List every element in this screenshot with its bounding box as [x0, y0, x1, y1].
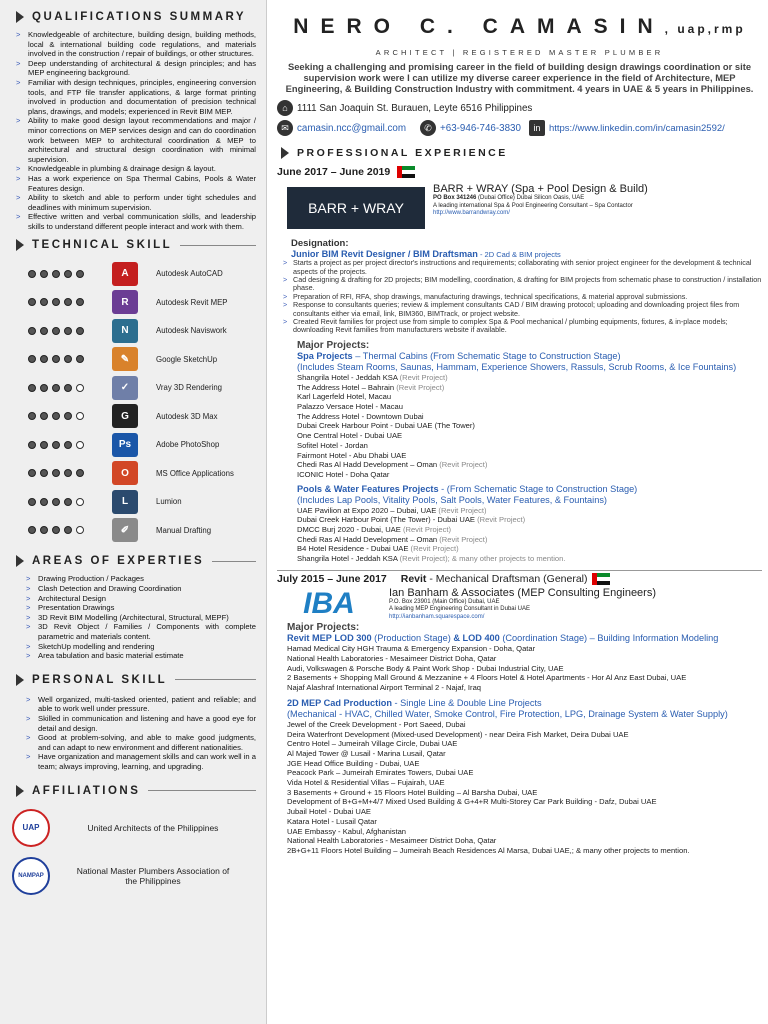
autocad-icon: A — [112, 262, 138, 286]
project-item: Jewel of the Creek Development - Port Saeed, Dubai — [287, 719, 466, 729]
project-name: Shangrila Hotel - Jeddah KSA — [297, 554, 398, 564]
project-note: (Revit Project) — [394, 382, 445, 392]
project-item — [297, 373, 762, 383]
company-name: Ian Banham & Associates (MEP Consulting Engineers) — [389, 586, 657, 599]
expertise-list — [12, 574, 256, 660]
email-link[interactable]: camasin.ncc@gmail.com — [297, 122, 407, 134]
skill-row — [12, 259, 256, 288]
level-dot — [40, 469, 48, 477]
project-name: One Central Hotel - Dubai UAE — [297, 431, 403, 441]
project-note: (Revit Project) — [437, 534, 488, 544]
project-name: Chedi Ras Al Hadd Development – Oman — [297, 460, 438, 470]
section-header-experience: PROFESSIONAL EXPERIENCE — [277, 142, 762, 164]
section-header-technical: TECHNICAL SKILL — [12, 234, 256, 256]
main-content — [271, 0, 768, 1024]
level-dot — [76, 327, 84, 335]
chevron-right-icon — [16, 555, 24, 567]
company-tagline: A leading international Spa & Pool Engineering Consultant – Spa Contactor — [433, 202, 633, 209]
project-name: The Address Hotel – Bahrain — [297, 382, 395, 392]
duty-item: > Cad designing & drafting for 2D projects; BIM modelling, coordination, & drafting for BIM projects from schematic phase to construction / installation phase. — [277, 276, 762, 293]
company-website[interactable]: http://ianbanham.squarespace.com/ — [389, 613, 485, 620]
level-dot — [52, 270, 60, 278]
level-dot — [28, 526, 36, 534]
project-item — [297, 421, 762, 431]
uae-flag-icon — [397, 166, 415, 178]
project-item — [297, 431, 762, 441]
chevron-right-icon — [16, 239, 24, 251]
section-header-qualifications: QUALIFICATIONS SUMMARY — [12, 6, 256, 28]
designation-label: Designation: — [291, 238, 349, 250]
list-item: > Have organization and management skills and can work well in a team; always improving, learning, and upgrading. — [12, 752, 256, 771]
email-icon: ✉ — [277, 120, 293, 136]
skill-level-dots — [28, 298, 112, 306]
level-dot — [52, 298, 60, 306]
project-item: Najaf Alashraf International Airport Terminal 2 - Najaf, Iraq — [287, 683, 482, 693]
major-projects-label: Major Projects: — [297, 339, 370, 351]
level-dot — [76, 526, 84, 534]
project-item — [297, 506, 762, 516]
project-item — [297, 392, 762, 402]
level-dot — [28, 298, 36, 306]
level-dot — [40, 384, 48, 392]
level-dot — [64, 526, 72, 534]
level-dot — [76, 384, 84, 392]
level-dot — [76, 355, 84, 363]
job-duties — [277, 259, 762, 335]
major-projects-label: Major Projects: — [287, 622, 360, 634]
home-icon: ⌂ — [277, 100, 293, 116]
project-item — [297, 451, 762, 461]
sketchup-icon: ✎ — [112, 347, 138, 371]
project-item: Vida Hotel & Residential Villas – Fujairah, UAE — [287, 778, 445, 788]
project-item: Hamad Medical City HGH Trauma & Emergency Expansion - Doha, Qatar — [287, 644, 536, 654]
project-item — [297, 554, 762, 564]
uae-flag-icon — [592, 573, 610, 585]
level-dot — [64, 412, 72, 420]
skill-level-dots — [28, 384, 112, 392]
qualifications-list — [12, 30, 256, 231]
project-note: (Revit Project) — [436, 505, 487, 515]
level-dot — [64, 270, 72, 278]
level-dot — [28, 412, 36, 420]
duty-item: > Starts a project as per project director's instructions and requirements; collaborating with senior project engineer for the development & technical aspects of the projects. — [277, 259, 762, 276]
level-dot — [40, 355, 48, 363]
job-role: Revit - Mechanical Draftsman (General) — [400, 572, 588, 585]
level-dot — [76, 412, 84, 420]
skill-level-dots — [28, 441, 112, 449]
list-item: > Ability to make good design layout recommendations and major / minor corrections on MEP services design and can do coordination work between MEP to architectural coordination & MEP to architectural and structural design coordination with minimal supervision. — [12, 116, 256, 164]
level-dot — [40, 526, 48, 534]
list-item: > Well organized, multi-tasked oriented, patient and reliable; and able to work well under pressure. — [12, 695, 256, 714]
divider — [212, 561, 256, 562]
chevron-right-icon — [16, 674, 24, 686]
project-item — [297, 470, 762, 480]
skill-name: Vray 3D Rendering — [156, 383, 223, 393]
divider — [277, 570, 762, 571]
job-barr-wray — [277, 166, 762, 564]
skill-name: MS Office Applications — [156, 468, 234, 478]
project-note: (Revit Project) — [437, 460, 488, 470]
skill-name: Manual Drafting — [156, 525, 212, 535]
level-dot — [40, 441, 48, 449]
list-item: > Clash Detection and Drawing Coordination — [12, 584, 256, 594]
list-item: > Architectural Design — [12, 594, 256, 604]
level-dot — [76, 498, 84, 506]
navisworks-icon: N — [112, 319, 138, 343]
section-header-personal: PERSONAL SKILL — [12, 669, 256, 691]
level-dot — [76, 469, 84, 477]
project-item: National Health Laboratories - Mesaimeer District Doha, Qatar — [287, 836, 497, 846]
project-note: (Revit Project); & many other projects to mention. — [397, 554, 566, 564]
skill-level-dots — [28, 355, 112, 363]
project-item — [297, 402, 762, 412]
level-dot — [52, 469, 60, 477]
cad-projects — [287, 720, 762, 856]
personal-skill-list — [12, 695, 256, 772]
skill-row — [12, 402, 256, 431]
list-item: > Presentation Drawings — [12, 603, 256, 613]
project-name: The Address Hotel - Downtown Dubai — [297, 411, 424, 421]
skill-row — [12, 487, 256, 516]
job-dates: June 2017 – June 2019 — [277, 166, 762, 178]
level-dot — [28, 327, 36, 335]
project-name: DMCC Burj 2020 - Dubai, UAE — [297, 525, 401, 535]
project-name: ICONIC Hotel - Doha Qatar — [297, 469, 390, 479]
list-item: > SketchUp modelling and rendering — [12, 642, 256, 652]
list-item: > Has a work experience on Spa Thermal Cabins, Pools & Water Features design. — [12, 174, 256, 193]
skill-name: Autodesk AutoCAD — [156, 269, 223, 279]
spa-projects: Spa Projects – Thermal Cabins (From Schematic Stage to Construction Stage) (Includes Steam Rooms, Saunas, Hammam, Experience Showers, Rassuls, Scrub Rooms, & Ice Fountains) Shangrila Hotel - Jeddah KSA (Revit Project) The Address Hotel – Bahrain (Revit Project) Karl Lagerfeld Hotel, Macau Palazzo Versace Hotel - Macau The Address Hotel - Downtown Dubai Dubai Creek Harbour Point - Dubai UAE (The Tower) One Central Hotel - Dubai UAE Sofitel Hotel - Jordan Fairmont Hotel - Abu Dhabi UAE Chedi Ras Al Hadd Development – Oman (Revit Project) ICONIC Hotel - Doha Qatar Pools & Water Features Projects - (From Schematic Stage to Construction Stage) (Includes Lap Pools, Vitality Pools, Salt Pools, Water Features, & Fountains) UAE Pavilion at Expo 2020 – Dubai, UAE (Revit Project) Dubai Creek Harbour Point (The Tower) - Dubai UAE (Revit Project) DMCC Burj 2020 - Dubai, UAE (Revit Project) Chedi Ras Al Hadd Development – Oman (Revit Project) B4 Hotel Residence - Dubai UAE (Revit Project) Shangrila Hotel - Jeddah KSA (Revit Project); & many other projects to mention. — [297, 351, 762, 564]
lumion-icon: L — [112, 490, 138, 514]
project-name: B4 Hotel Residence - Dubai UAE — [297, 544, 409, 554]
project-item: Centro Hotel – Jumeirah Village Circle, Dubai UAE — [287, 739, 458, 749]
level-dot — [52, 498, 60, 506]
level-dot — [64, 498, 72, 506]
project-item — [297, 544, 762, 554]
project-item: 2B+G+11 Floors Hotel Building – Jumeirah Beach Residences Al Marsa, Dubai UAE,; & many other projects to mention. — [287, 845, 690, 855]
project-item: Jubail Hotel - Dubai UAE — [287, 807, 371, 817]
level-dot — [64, 327, 72, 335]
level-dot — [52, 441, 60, 449]
candidate-name: NERO C. CAMASIN, uap,rmp — [293, 15, 746, 38]
project-item: JGE Head Office Building - Dubai, UAE — [287, 758, 420, 768]
job-dates: July 2015 – June 2017 — [277, 572, 387, 585]
chevron-right-icon — [281, 147, 289, 159]
project-item: 3 Basements + Ground + 15 Floors Hotel Building – Al Barsha Dubai, UAE — [287, 787, 538, 797]
project-item — [297, 525, 762, 535]
level-dot — [40, 298, 48, 306]
skill-level-dots — [28, 469, 112, 477]
divider — [148, 790, 256, 791]
skill-row — [12, 288, 256, 317]
phone-number[interactable]: +63-946-746-3830 — [440, 122, 521, 134]
uap-logo: UAP — [12, 809, 50, 847]
chevron-right-icon — [16, 785, 24, 797]
skill-name: Google SketchUp — [156, 354, 218, 364]
skill-row — [12, 345, 256, 374]
list-item: > Familiar with design techniques, principles, engineering conversion tools, and FTP file transfer applications, & large format printing involved in production and documentation of precision technical plans, drawings, and models; experienced in Revit BIM MEP. — [12, 78, 256, 116]
company-website[interactable]: http://www.barrandwray.com/ — [433, 210, 510, 217]
skill-row — [12, 430, 256, 459]
level-dot — [52, 412, 60, 420]
drafting-icon: ✐ — [112, 518, 138, 542]
project-item — [297, 535, 762, 545]
project-item — [297, 515, 762, 525]
skill-name: Lumion — [156, 497, 182, 507]
skill-name: Autodesk Naviswork — [156, 326, 227, 336]
level-dot — [28, 384, 36, 392]
profession-title: ARCHITECT | REGISTERED MASTER PLUMBER — [375, 48, 664, 57]
company-address: PO Box 341246 (Dubai Office) Dubai Silicon Oasis, UAE — [433, 195, 585, 202]
photoshop-icon: Ps — [112, 433, 138, 457]
level-dot — [40, 498, 48, 506]
skill-row — [12, 516, 256, 545]
affiliation-name: National Master Plumbers Association of the Philippines — [76, 865, 230, 886]
level-dot — [64, 469, 72, 477]
project-name: Dubai Creek Harbour Point (The Tower) - Dubai UAE — [297, 515, 475, 525]
vray-icon: ✓ — [112, 376, 138, 400]
revit-projects — [287, 644, 762, 693]
barr-wray-logo: BARR + WRAY — [287, 187, 425, 229]
project-name: Karl Lagerfeld Hotel, Macau — [297, 392, 392, 402]
level-dot — [40, 412, 48, 420]
skill-name: Adobe PhotoShop — [156, 440, 220, 450]
3dsmax-icon: G — [112, 404, 138, 428]
iba-logo: IBA — [303, 586, 355, 620]
project-item: Peacock Park – Jumeirah Emirates Towers, Dubai UAE — [287, 768, 474, 778]
level-dot — [76, 270, 84, 278]
cad-projects-heading: 2D MEP Cad Production - Single Line & Double Line Projects — [287, 697, 542, 708]
technical-skills-list — [12, 259, 256, 544]
project-note: (Revit Project) — [474, 515, 526, 525]
skill-row — [12, 373, 256, 402]
level-dot — [40, 270, 48, 278]
designation: Junior BIM Revit Designer / BIM Draftsman - 2D Cad & BIM projects — [291, 249, 561, 260]
project-item: Al Majed Tower @ Lusail - Marina Lusail, Qatar — [287, 748, 446, 758]
project-name: Fairmont Hotel - Abu Dhabi UAE — [297, 450, 407, 460]
project-item — [297, 383, 762, 393]
company-block — [277, 181, 762, 229]
company-block — [277, 587, 762, 622]
project-name: Palazzo Versace Hotel - Macau — [297, 401, 403, 411]
list-item: > Ability to sketch and able to perform under tight schedules and deadlines with minimum supervision. — [12, 193, 256, 212]
level-dot — [52, 327, 60, 335]
address-row: ⌂ 1111 San Joaquin St. Burauen, Leyte 6516 Philippines — [277, 100, 762, 116]
level-dot — [28, 355, 36, 363]
skill-level-dots — [28, 270, 112, 278]
list-item: > Knowledgeable of architecture, building design, building methods, local & international building code regulations, and materials involved in the construction / repair of buildings, or other structures. — [12, 30, 256, 59]
list-item: > Good at problem-solving, and able to make good judgments, and can adapt to new environment and different nationalities. — [12, 733, 256, 752]
divider — [180, 245, 256, 246]
company-tagline: A leading MEP Engineering Consultant in Dubai UAE — [389, 606, 530, 613]
duty-item: > Response to consultants queries; review & implement consultants CAD / BIM drawing protocol; uploading and downloading project files from consultants either via email, link, BIM360, BIMTrack, or project website. — [277, 301, 762, 318]
project-item — [297, 412, 762, 422]
ms-office-icon: O — [112, 461, 138, 485]
level-dot — [52, 384, 60, 392]
project-item: Deira Waterfront Development (Mixed-used Development) - near Deira Fish Market, Deira Dubai UAE — [287, 729, 629, 739]
level-dot — [76, 441, 84, 449]
list-item: > 3D Revit Object / Families / Components with complete parametric and materials content. — [12, 622, 256, 641]
list-item: > Skilled in communication and listening and have a good eye for detail and design. — [12, 714, 256, 733]
skill-name: Autodesk Revit MEP — [156, 297, 228, 307]
revit-icon: R — [112, 290, 138, 314]
affiliation-uap — [12, 808, 256, 848]
project-item: UAE Embassy - Kabul, Afghanistan — [287, 826, 407, 836]
project-item: Development of B+G+M+4/7 Mixed Used Building & G+4+R Multi-Storey Car Park Building - Dafz, Dubai UAE — [287, 797, 657, 807]
list-item: > Knowledgeable in plumbing & drainage design & layout. — [12, 164, 256, 174]
project-item: National Health Laboratories - Mesaimeer District Doha, Qatar — [287, 654, 497, 664]
duty-item: > Created Revit families for project use from simple to complex Spa & Pool mechanical / plumbing equipments, fixtures, & in-place models; downloading Revit families from manufacturers website if available. — [277, 318, 762, 335]
project-note: (Revit Project) — [408, 544, 459, 554]
project-item: Audi, Volkswagen & Porsche Body & Paint Work Shop - Dubai Industrial City, UAE — [287, 663, 564, 673]
revit-projects-heading: Revit MEP LOD 300 (Production Stage) & LOD 400 (Coordination Stage) – Building Information Modeling — [287, 633, 719, 644]
project-item: Katara Hotel - Lusail Qatar — [287, 816, 377, 826]
level-dot — [64, 384, 72, 392]
project-note: (Revit Project) — [400, 525, 452, 535]
list-item: > Area tabulation and basic material estimate — [12, 651, 256, 661]
section-header-affiliations: AFFILIATIONS — [12, 780, 256, 802]
skill-level-dots — [28, 327, 112, 335]
project-name: UAE Pavilion at Expo 2020 – Dubai, UAE — [297, 505, 437, 515]
skill-level-dots — [28, 526, 112, 534]
section-header-expertise: AREAS OF EXPERTIES — [12, 550, 256, 572]
project-item — [297, 460, 762, 470]
level-dot — [28, 441, 36, 449]
level-dot — [76, 298, 84, 306]
list-item: > Effective written and verbal communication skills, and leadership skills to understand different people interact and work with them. — [12, 212, 256, 231]
skill-row — [12, 316, 256, 345]
linkedin-icon: in — [529, 120, 545, 136]
skill-name: Autodesk 3D Max — [156, 411, 218, 421]
list-item: > Deep understanding of architectural & design principles; and has MEP engineering background. — [12, 59, 256, 78]
duty-item: > Preparation of RFI, RFA, shop drawings, manufacturing drawings, technical specifications, & material approval submissions. — [277, 293, 762, 301]
linkedin-link[interactable]: https://www.linkedin.com/in/camasin2592/ — [548, 122, 725, 134]
project-name: Dubai Creek Harbour Point - Dubai UAE (The Tower) — [297, 421, 475, 431]
company-address: P.O. Box 23901 (Main Office) Dubai, UAE — [389, 598, 500, 605]
level-dot — [64, 355, 72, 363]
job-iba: July 2015 – June 2017 Revit - Mechanical Draftsman (General) IBA Ian Banham & Associates (MEP Consulting Engineers) P.O. Box 23901 (Main Office) Dubai, UAE A leading MEP Engineering Consultant in Dubai UAE http://ianbanham.squarespace.com/ Major Projects: Revit MEP LOD 300 (Production Stage) & LOD 400 (Coordination Stage) – Building Information Modeling Hamad Medical City HGH Trauma & Emergency Expansion - Doha, Qatar National Health Laboratories - Mesaimeer District Doha, Qatar Audi, Volkswagen & Porsche Body & Paint Work Shop - Dubai Industrial City, UAE 2 Basements + Shopping Mall Ground & Mezzanine + 4 Floors Hotel & Hotel Apartments - Hor Al Anz East Dubai, UAE Najaf Alashraf International Airport Terminal 2 - Najaf, Iraq 2D MEP Cad Production - Single Line & Double Line Projects (Mechanical - HVAC, Chilled Water, Smoke Control, Fire Protection, LPG, Drainage System & Water Supply) Jewel of the Creek Development - Port Saeed, Dubai Deira Waterfront Development (Mixed-used Development) - near Deira Fish Market, Deira Dubai UAE Centro Hotel – Jumeirah Village Circle, Dubai UAE Al Majed Tower @ Lusail - Marina Lusail, Qatar JGE Head Office Building - Dubai, UAE Peacock Park – Jumeirah Emirates Towers, Dubai UAE Vida Hotel & Residential Villas – Fujairah, UAE 3 Basements + Ground + 15 Floors Hotel Building – Al Barsha Dubai, UAE Development of B+G+M+4/7 Mixed Used Building & G+4+R Multi-Storey Car Park Building - Dafz, Dubai UAE Jubail Hotel - Dubai UAE Katara Hotel - Lusail Qatar UAE Embassy - Kabul, Afghanistan National Health Laboratories - Mesaimeer District Doha, Qatar 2B+G+11 Floors Hotel Building – Jumeirah Beach Residences Al Marsa, Dubai UAE,; & many other projects to mention. — [277, 573, 762, 856]
list-item: > Drawing Production / Packages — [12, 574, 256, 584]
skill-level-dots — [28, 498, 112, 506]
affiliation-nampap — [12, 856, 256, 896]
sidebar — [0, 0, 267, 1024]
skill-level-dots — [28, 412, 112, 420]
list-item: > 3D Revit BIM Modelling (Architectural, Structural, MEPF) — [12, 613, 256, 623]
project-name: Chedi Ras Al Hadd Development – Oman — [297, 534, 438, 544]
level-dot — [28, 270, 36, 278]
project-name: Shangrila Hotel - Jeddah KSA — [297, 372, 398, 382]
career-objective: Seeking a challenging and promising career in the field of building design drawings coordination or site supervision work were I can utilize my diverse career experience in the field of Architecture, MEP Engineering, & Building Construction Industry with commitment. 4 years in UAE & 5 years in Philippines. — [285, 61, 754, 94]
skill-row — [12, 459, 256, 488]
level-dot — [52, 526, 60, 534]
project-item: 2 Basements + Shopping Mall Ground & Mezzanine + 4 Floors Hotel & Hotel Apartments - Hor Al Anz East Dubai, UAE — [287, 673, 687, 683]
phone-icon: ✆ — [420, 120, 436, 136]
project-name: Sofitel Hotel - Jordan — [297, 440, 368, 450]
company-name: BARR + WRAY (Spa + Pool Design & Build) — [433, 183, 648, 196]
level-dot — [40, 327, 48, 335]
level-dot — [28, 498, 36, 506]
affiliation-name: United Architects of the Philippines — [87, 822, 219, 833]
level-dot — [28, 469, 36, 477]
nampap-logo: NAMPAP — [12, 857, 50, 895]
chevron-right-icon — [16, 11, 24, 23]
level-dot — [64, 441, 72, 449]
project-note: (Revit Project) — [397, 372, 448, 382]
divider — [175, 679, 256, 680]
level-dot — [64, 298, 72, 306]
contact-row — [277, 120, 762, 136]
level-dot — [52, 355, 60, 363]
project-item — [297, 441, 762, 451]
